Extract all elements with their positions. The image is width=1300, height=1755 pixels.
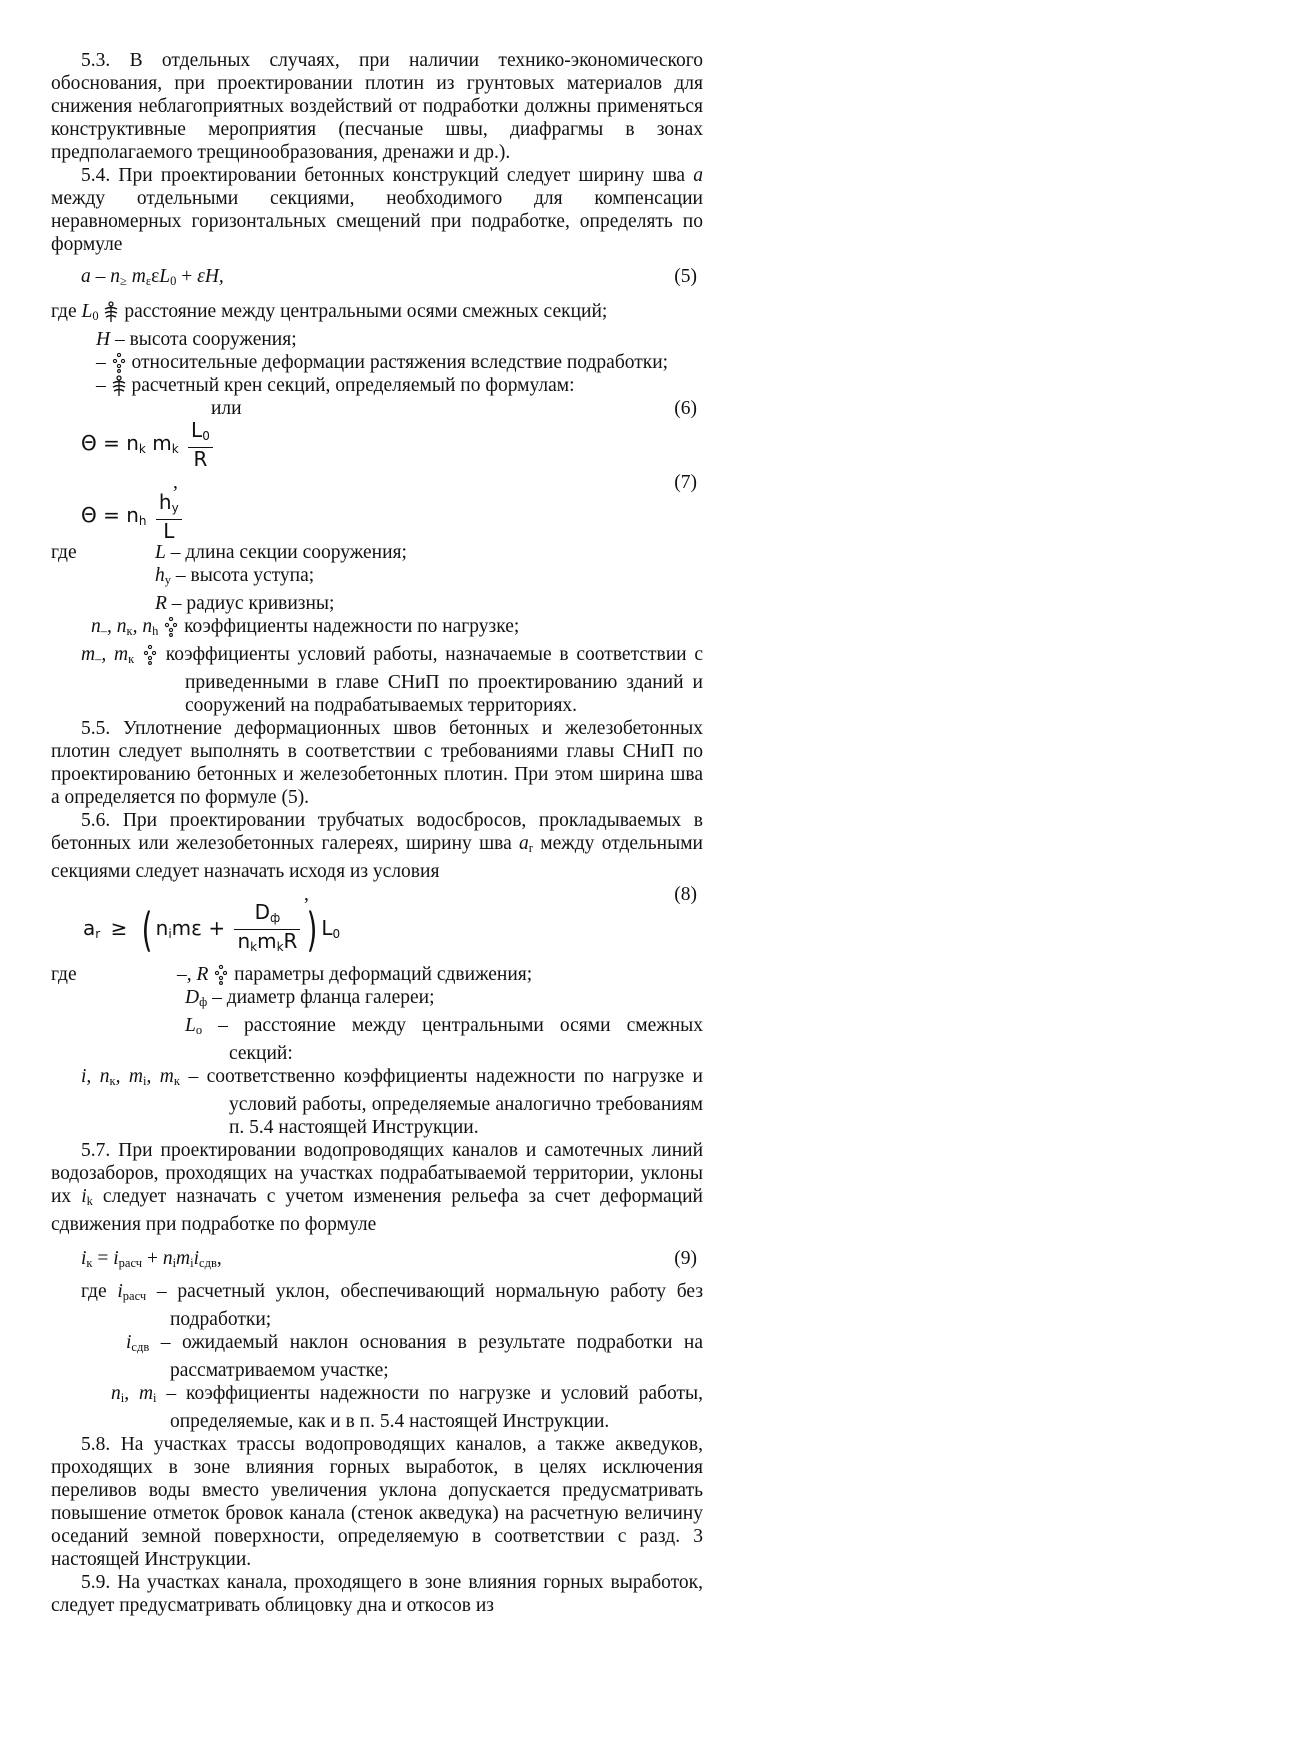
definition-i-sdv: $i_{сдв}$ – ожидаемый наклон основания в результате подработки на рассматриваемом участке; bbox=[126, 1332, 703, 1381]
definition-R: R – радиус кривизны; bbox=[155, 593, 335, 614]
definitions-formula-6-7: где L – длина секции сооружения; $h_y$ – высота уступа; R – радиус кривизны; $n_-$, $n_к$, $n_h$ коэффициенты надежности по нагрузке; $m_-$, $m_к$ коэффициенты условий работы, назначаемые в соответствии с приведенными в главе СНиП по проектированию зданий и сооружений на подрабатываемых территориях. bbox=[51, 542, 704, 716]
paragraph-5-4: 5.4. При проектировании бетонных конструкций следует ширину шва a между отдельными секциями, необходимого для компенсации неравномерных горизонтальных смещений при подработке, определять по формуле bbox=[51, 165, 703, 255]
definition-L-sections: $L_о$ – расстояние между центральными осями смежных секций: bbox=[185, 1015, 704, 1064]
right-paren: ) bbox=[307, 902, 318, 957]
symbol-glyph-icon bbox=[103, 301, 119, 321]
definition-epsilon: – относительные деформации растяжения вследствие подработки; bbox=[96, 352, 669, 373]
symbol-glyph-icon bbox=[111, 375, 127, 395]
formula-9-number: (9) bbox=[674, 1248, 697, 1269]
definition-L: L – длина секции сооружения; bbox=[155, 542, 407, 563]
formula-7: , (7) Θ = nh $\frac{hy}{L}$ bbox=[81, 472, 697, 543]
symbol-glyph-icon bbox=[111, 352, 127, 372]
paragraph-5-7: 5.7. При проектировании водопроводящих каналов и самотечных линий водозаборов, проходящих на участках подрабатываемой территории, уклоны их $i_k$ следует назначать с учетом изменения рельефа за счет деформаций сдвижения при подработке по формуле bbox=[51, 1140, 703, 1235]
definition-hy: $h_y$ – высота уступа; bbox=[155, 565, 315, 587]
definition-m-coefficients: $m_-$, $m_к$ коэффициенты условий работы, назначаемые в соответствии с приведенными в главе СНиП по проектированию зданий и сооружений на подрабатываемых территориях. bbox=[81, 644, 704, 716]
formula-5-number: (5) bbox=[674, 266, 697, 287]
paragraph-5-8: 5.8. На участках трассы водопроводящих каналов, а также акведуков, проходящих в зоне влияния горных выработок, в целях исключения переливов воды вместо увеличения уклона допускается предусматривать повышение отметок бровок канала (стенок акведука) на расчетную величину оседаний земной поверхности, определяемую в соответствии с разд. 3 настоящей Инструкции. bbox=[51, 1434, 703, 1570]
formula-9: $i_к = i_{расч} + n_im_ii_{сдв}$, (9) bbox=[51, 1242, 703, 1276]
paragraph-5-6: 5.6. При проектировании трубчатых водосбросов, прокладываемых в бетонных или железобетонных галереях, ширину шва $a_r$ между отдельными секциями следует назначать исходя из условия bbox=[51, 810, 703, 882]
formula-7-fraction: $\frac{hy}{L}$ bbox=[156, 491, 182, 542]
definition-H: H – высота сооружения; bbox=[96, 329, 297, 350]
definition-i-rasch: где $i_{расч}$ – расчетный уклон, обеспечивающий нормальную работу без подработки; bbox=[81, 1281, 704, 1330]
paragraph-5-9: 5.9. На участках канала, проходящего в зоне влияния горных выработок, следует предусматривать облицовку дна и откосов из bbox=[51, 1572, 703, 1616]
definition-i-coefficients: i, $n_к$, $m_i$, $m_к$ – соответственно коэффициенты надежности по нагрузке и условий работы, определяемые аналогично требованиям п. 5.4 настоящей Инструкции. bbox=[81, 1066, 703, 1138]
symbol-glyph-icon bbox=[142, 644, 158, 664]
definition-n-coefficients: $n_-$, $n_к$, $n_h$ коэффициенты надежности по нагрузке; bbox=[91, 616, 520, 638]
symbol-glyph-icon bbox=[213, 964, 229, 984]
formula-6: или (6) Θ = nk mk $\frac{L0}{R}$ bbox=[81, 398, 697, 471]
definition-D-flange: $D_ф$ – диаметр фланца галереи; bbox=[185, 987, 435, 1009]
paragraph-5-3: 5.3. В отдельных случаях, при наличии технико-экономического обоснования, при проектировании плотин из грунтовых материалов для снижения неблагоприятных воздействий от подработки должны применяться конструктивные мероприятия (песчаные швы, диафрагмы в зонах предполагаемого трещинообразования, дренажи и др.). bbox=[51, 50, 703, 163]
paragraph-5-5: 5.5. Уплотнение деформационных швов бетонных и железобетонных плотин следует выполнять в соответствии с требованиями главы СНиП по проектированию бетонных и железобетонных плотин. При этом ширина шва а определяется по формуле (5). bbox=[51, 718, 703, 808]
definition-L0: где $L_0$ расстояние между центральными осями смежных секций; bbox=[51, 301, 608, 323]
formula-8-number: (8) bbox=[674, 884, 697, 905]
definition-epsilon-R: –, R параметры деформаций сдвижения; bbox=[177, 964, 533, 985]
text-column bbox=[51, 49, 703, 1617]
definitions-formula-9 bbox=[51, 1280, 703, 1433]
formula-5: a – $n_\ge$ $m_\varepsilon\varepsilon L_0 + \varepsilon H$, (5) bbox=[51, 262, 703, 294]
left-paren: ( bbox=[141, 902, 153, 957]
formula-8: , (8) ar ≥ ( nimε + $\frac{Dф}{\text{nkmkR}}$ ) L0 bbox=[83, 884, 697, 957]
formula-6-number: (6) bbox=[674, 398, 697, 419]
definition-theta: – расчетный крен секций, определяемый по формулам: bbox=[96, 375, 575, 396]
formula-8-fraction: $\frac{Dф}{\text{nkmkR}}$ bbox=[234, 901, 300, 958]
formula-7-number: (7) bbox=[674, 472, 697, 493]
definitions-formula-8: где –, R параметры деформаций сдвижения; $D_ф$ – диаметр фланца галереи; $L_о$ – расстояние между центральными осями смежных секций: i, $n_к$, $m_i$, $m_к$ – соответственно коэффициенты надежности по нагрузке и условий работы, определяемые аналогично требованиям п. 5.4 настоящей Инструкции. bbox=[51, 964, 704, 1138]
formula-6-fraction: $\frac{L0}{R}$ bbox=[188, 419, 213, 470]
definition-n-m: $n_i$, $m_i$ – коэффициенты надежности по нагрузке и условий работы, определяемые, как и в п. 5.4 настоящей Инструкции. bbox=[111, 1383, 703, 1432]
symbol-glyph-icon bbox=[163, 616, 179, 636]
